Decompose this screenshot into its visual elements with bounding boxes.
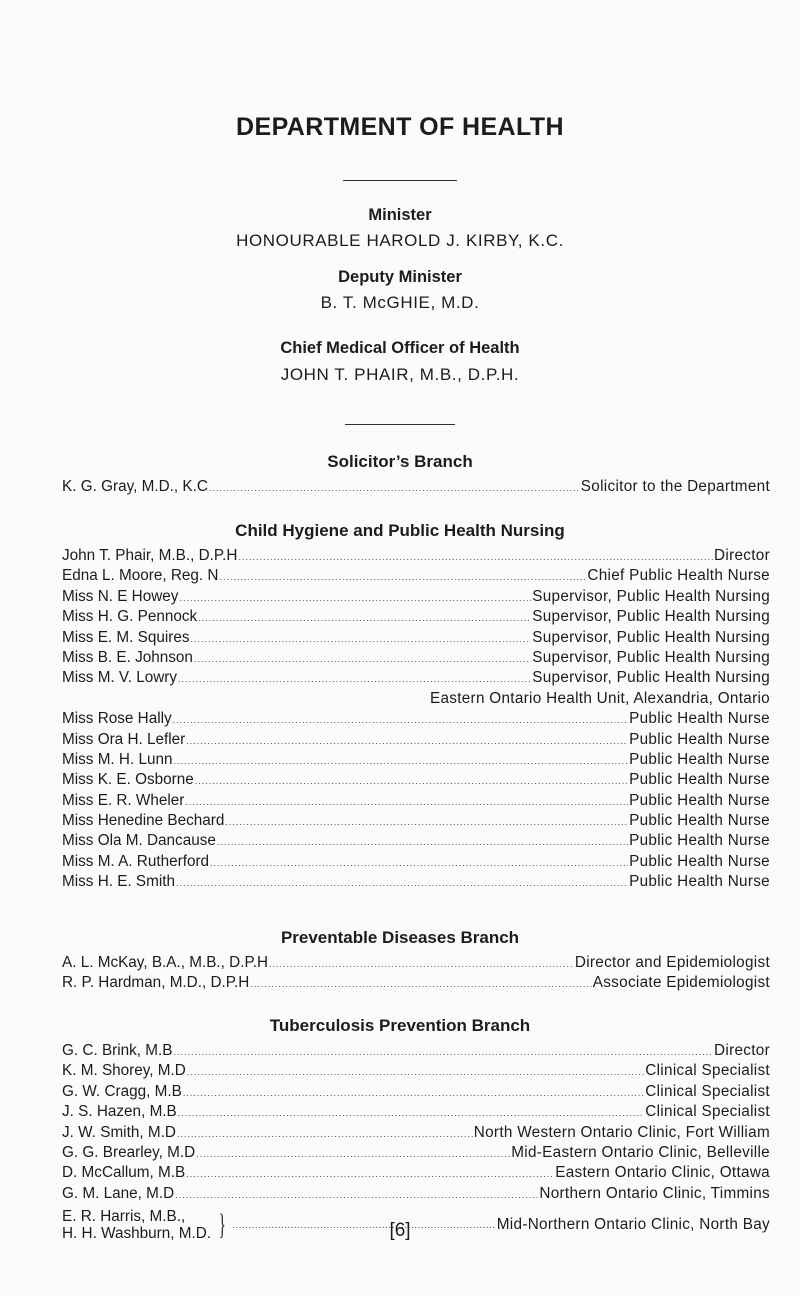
staff-name: A. L. McKay, B.A., M.B., D.P.H (62, 954, 268, 971)
preventable-diseases-heading: Preventable Diseases Branch (280, 928, 520, 947)
list-item (62, 873, 770, 893)
divider-middle (345, 424, 455, 425)
deputy-minister-name: B. T. McGHIE, M.D. (320, 293, 480, 312)
list-item (62, 1144, 770, 1164)
staff-title: Public Health Nurse (629, 750, 770, 768)
list-item (62, 954, 770, 974)
staff-title: Northern Ontario Clinic, Timmins (539, 1184, 770, 1202)
staff-title: North Western Ontario Clinic, Fort William (473, 1123, 770, 1141)
staff-name: K. G. Gray, M.D., K.C (62, 478, 208, 495)
staff-title: Supervisor, Public Health Nursing (532, 648, 770, 666)
staff-name: Miss Ola M. Dancause (62, 832, 216, 850)
staff-title: Clinical Specialist (645, 1103, 770, 1121)
leader-dots (198, 613, 531, 623)
list-item (62, 812, 770, 832)
staff-name: John T. Phair, M.B., D.P.H (62, 547, 238, 564)
staff-title: Supervisor, Public Health Nursing (532, 628, 770, 646)
list-item (62, 567, 770, 587)
leader-dots (173, 715, 628, 725)
staff-name: G. G. Brearley, M.D (62, 1143, 196, 1161)
leader-dots (210, 858, 628, 868)
unit-location-line (62, 690, 770, 710)
staff-name: R. P. Hardman, M.D., D.P.H (62, 974, 250, 992)
staff-name: J. S. Hazen, M.B (62, 1103, 177, 1121)
staff-title: Mid-Northern Ontario Clinic, North Bay (496, 1216, 770, 1234)
staff-name: K. M. Shorey, M.D (62, 1062, 186, 1080)
list-item (62, 1042, 770, 1062)
staff-title: Supervisor, Public Health Nursing (532, 669, 770, 687)
staff-name: Edna L. Moore, Reg. N (62, 567, 219, 585)
staff-title: Mid-Eastern Ontario Clinic, Belleville (511, 1143, 770, 1161)
leader-dots (194, 654, 531, 664)
staff-title: Director (714, 547, 770, 564)
list-item (62, 478, 770, 498)
staff-name: Miss M. V. Lowry (62, 669, 178, 687)
list-item (62, 608, 770, 628)
leader-dots (177, 1129, 473, 1139)
leader-dots (238, 552, 713, 562)
staff-title: Solicitor to the Department (580, 478, 770, 495)
staff-title: Public Health Nurse (629, 710, 770, 728)
staff-name: Miss B. E. Johnson (62, 648, 193, 666)
page-number: [6] (389, 1220, 411, 1241)
list-item (62, 792, 770, 812)
leader-dots (250, 979, 591, 989)
list-item (62, 547, 770, 567)
solicitor-branch-heading: Solicitor’s Branch (327, 452, 473, 471)
staff-name: J. W. Smith, M.D (62, 1123, 176, 1141)
tuberculosis-prevention-heading: Tuberculosis Prevention Branch (269, 1016, 531, 1035)
minister-label: Minister (368, 206, 432, 224)
list-item (62, 731, 770, 751)
list-item (62, 832, 770, 852)
staff-title: Eastern Ontario Clinic, Ottawa (555, 1164, 770, 1182)
leader-dots (195, 776, 628, 786)
staff-name: Miss Ora H. Lefler (62, 730, 186, 748)
staff-title: Public Health Nurse (629, 771, 770, 789)
child-hygiene-list (62, 547, 770, 894)
staff-name: Miss E. M. Squires (62, 628, 190, 646)
list-item (62, 751, 770, 771)
staff-title: Public Health Nurse (629, 873, 770, 891)
tuberculosis-list (62, 1042, 770, 1244)
staff-name: Miss Henedine Bechard (62, 812, 225, 830)
list-item (62, 771, 770, 791)
staff-title: Supervisor, Public Health Nursing (532, 608, 770, 626)
leader-dots (179, 593, 531, 603)
list-item (62, 1083, 770, 1103)
staff-title: Clinical Specialist (645, 1062, 770, 1080)
minister-name: HONOURABLE HAROLD J. KIRBY, K.C. (236, 231, 564, 250)
staff-name: Miss M. H. Lunn (62, 750, 173, 768)
leader-dots (196, 1149, 510, 1159)
list-item (62, 1164, 770, 1184)
leader-dots (186, 736, 628, 746)
staff-name: Miss E. R. Wheler (62, 791, 185, 809)
staff-title: Director and Epidemiologist (574, 954, 770, 971)
leader-dots (174, 1047, 714, 1057)
staff-name: G. M. Lane, M.D (62, 1184, 175, 1202)
list-item (62, 669, 770, 689)
deputy-minister-label: Deputy Minister (338, 268, 462, 286)
preventable-diseases-list (62, 954, 770, 995)
staff-title: Supervisor, Public Health Nursing (532, 587, 770, 605)
staff-name: Miss K. E. Osborne (62, 771, 194, 789)
leader-dots (178, 674, 531, 684)
staff-title: Associate Epidemiologist (592, 974, 770, 992)
staff-name: Miss Rose Hally (62, 710, 172, 728)
staff-name: H. H. Washburn, M.D. (62, 1225, 212, 1243)
list-item (62, 974, 770, 994)
leader-dots (209, 483, 580, 493)
staff-title: Public Health Nurse (629, 852, 770, 870)
list-item (62, 1062, 770, 1082)
staff-name: D. McCallum, M.B (62, 1164, 186, 1182)
list-item (62, 710, 770, 730)
leader-dots (187, 1067, 644, 1077)
staff-name: G. W. Cragg, M.B (62, 1082, 182, 1100)
staff-name: Miss H. G. Pennock (62, 608, 198, 626)
staff-title: Public Health Nurse (629, 812, 770, 830)
staff-title: Chief Public Health Nurse (587, 567, 770, 585)
staff-title: Public Health Nurse (629, 832, 770, 850)
list-item (62, 588, 770, 608)
leader-dots (185, 797, 628, 807)
staff-title: Public Health Nurse (629, 730, 770, 748)
staff-title: Public Health Nurse (629, 791, 770, 809)
list-item (62, 853, 770, 873)
leader-dots (269, 959, 574, 969)
chief-medical-officer-name: JOHN T. PHAIR, M.B., D.P.H. (280, 365, 520, 384)
leader-dots (178, 1108, 645, 1118)
leader-dots (219, 572, 586, 582)
staff-title: Clinical Specialist (645, 1082, 770, 1100)
staff-name: Miss M. A. Rutherford (62, 852, 210, 870)
leader-dots (175, 1190, 538, 1200)
unit-location: Eastern Ontario Health Unit, Alexandria, Ontario (429, 689, 770, 707)
staff-name: E. R. Harris, M.B., (62, 1208, 186, 1226)
list-item (62, 1103, 770, 1123)
leader-dots (225, 817, 628, 827)
list-item (62, 1185, 770, 1205)
leader-dots (176, 878, 628, 888)
list-item (62, 649, 770, 669)
leader-dots (186, 1169, 554, 1179)
staff-name: Miss H. E. Smith (62, 873, 176, 891)
brace-glyph: } (218, 1208, 226, 1242)
department-title: DEPARTMENT OF HEALTH (236, 113, 564, 141)
divider-top (343, 180, 457, 181)
leader-dots (183, 1088, 644, 1098)
solicitor-list (62, 478, 770, 498)
list-item (62, 629, 770, 649)
leader-dots (174, 756, 629, 766)
leader-dots (191, 634, 532, 644)
staff-title: Director (714, 1042, 770, 1059)
child-hygiene-heading: Child Hygiene and Public Health Nursing (235, 521, 565, 540)
list-item (62, 1124, 770, 1144)
staff-name: G. C. Brink, M.B (62, 1042, 173, 1059)
staff-name: Miss N. E Howey (62, 587, 179, 605)
leader-dots (217, 837, 628, 847)
chief-medical-officer-label: Chief Medical Officer of Health (280, 339, 520, 357)
